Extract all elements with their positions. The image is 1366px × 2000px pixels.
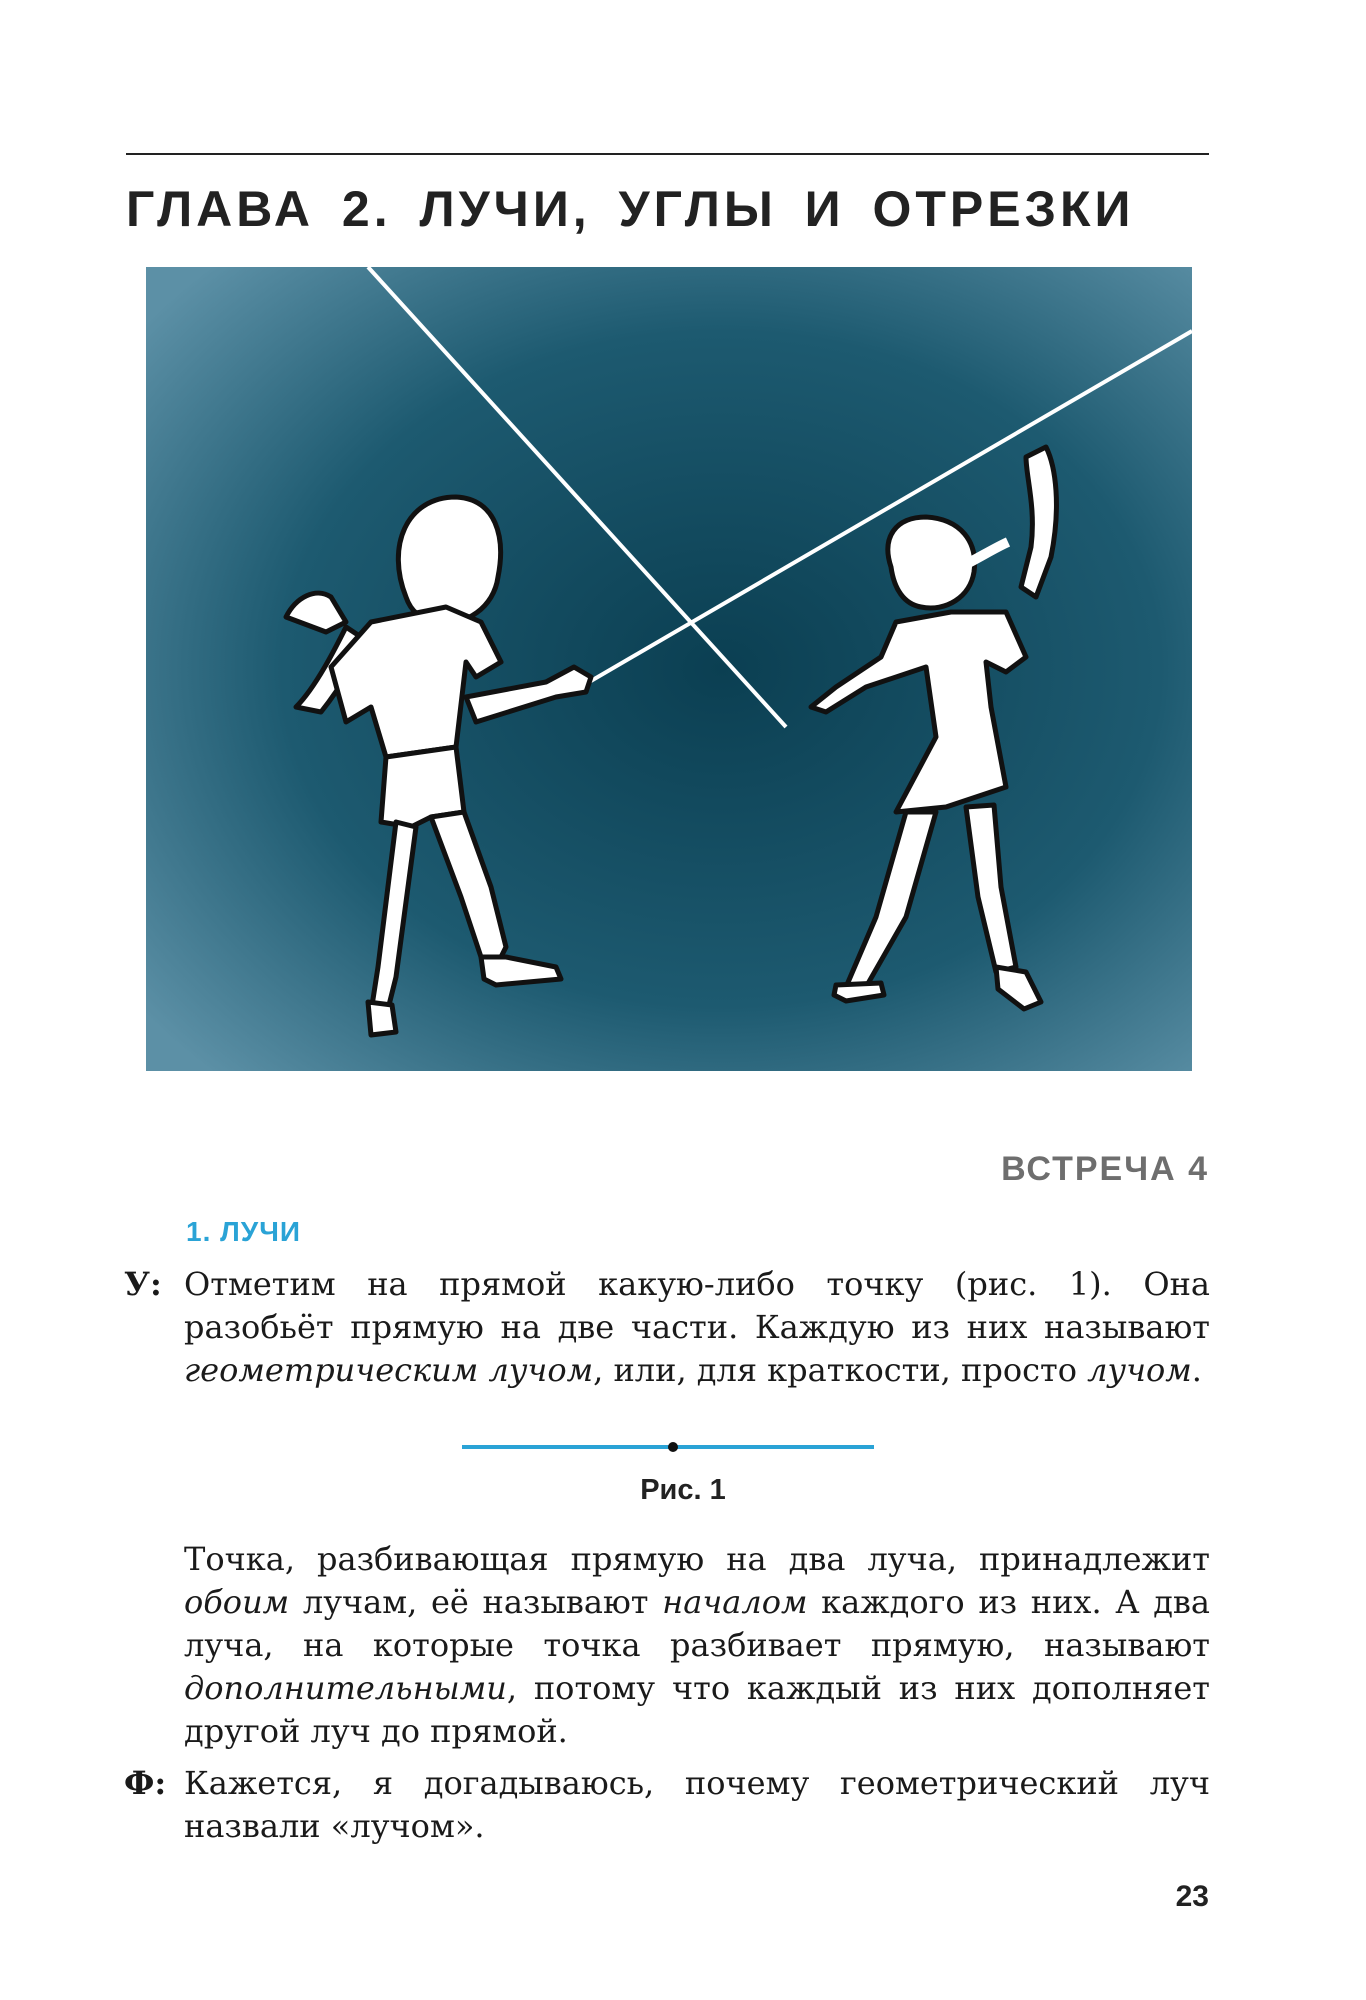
figure-caption: Рис. 1	[640, 1474, 726, 1506]
paragraph-3: Кажется, я догадываюсь, почему геометрический луч назвали «лучом».	[184, 1764, 1210, 1845]
term-geometric-ray: геометрическим лучом	[184, 1351, 594, 1389]
chapter-title: ГЛАВА 2. ЛУЧИ, УГЛЫ И ОТРЕЗКИ	[126, 181, 1135, 237]
figure-1-point	[668, 1442, 678, 1452]
chapter-illustration	[146, 267, 1192, 1071]
meeting-label: ВСТРЕЧА 4	[1001, 1150, 1209, 1188]
paragraph-1: Отметим на прямой какую-либо точку (рис. 1). Она разобьёт прямую на две части. Каждую из них называют геометрическим лучом, или, для краткости, просто лучом.	[184, 1265, 1210, 1389]
top-rule	[126, 153, 1209, 155]
speaker-f: Ф:	[124, 1764, 167, 1802]
term-complementary: дополнительными	[184, 1669, 507, 1707]
page-number: 23	[1175, 1880, 1209, 1913]
term-ray: лучом	[1087, 1351, 1192, 1389]
speaker-u: У:	[124, 1265, 162, 1303]
term-both: обоим	[184, 1583, 290, 1621]
figure-1-line	[462, 1439, 874, 1455]
paragraph-2: Точка, разбивающая прямую на два луча, принадлежит обоим лучам, её называют началом каждого из них. А два луча, на которые точка разбивает прямую, называют дополнительными, потому что каждый из них дополняет другой луч до прямой.	[184, 1540, 1211, 1750]
section-heading: 1. ЛУЧИ	[186, 1216, 301, 1247]
term-origin: началом	[662, 1583, 808, 1621]
